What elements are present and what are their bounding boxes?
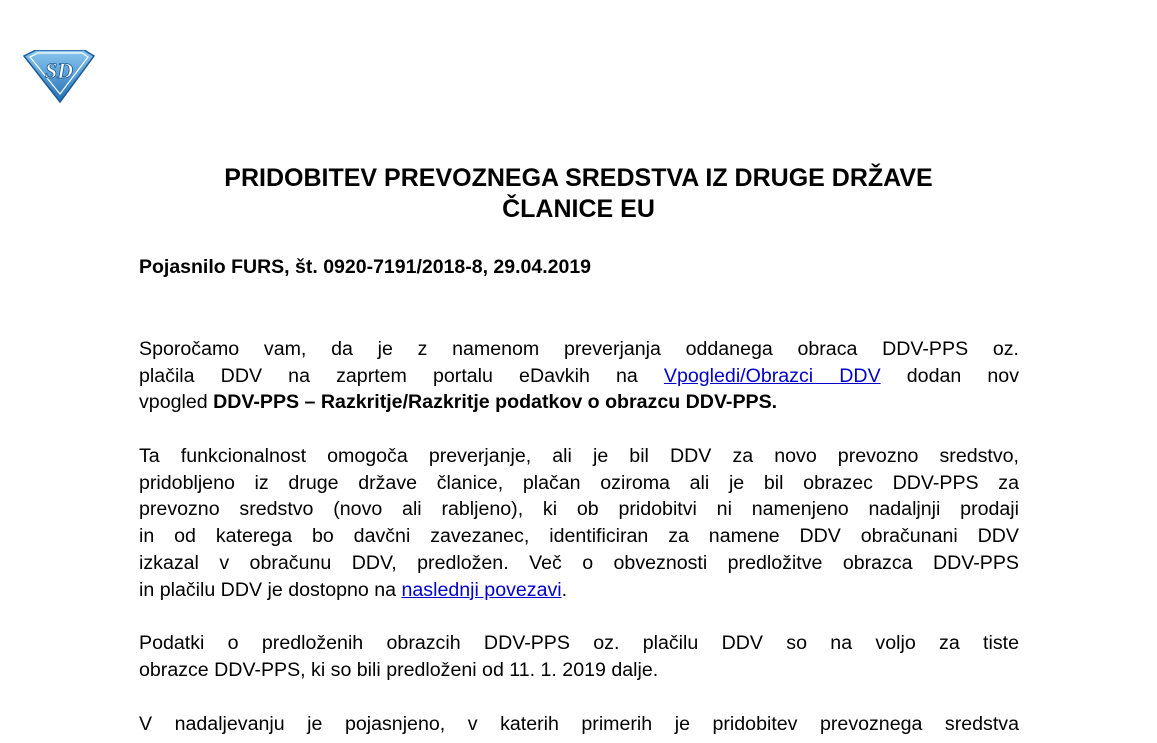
- naslednji-povezavi-link[interactable]: naslednji povezavi: [401, 578, 562, 601]
- text-segment: .: [561, 578, 568, 601]
- company-logo: [22, 50, 96, 104]
- paragraph-3: [139, 630, 1019, 683]
- paragraph-2-line-6: [139, 577, 1019, 604]
- vpogledi-obrazci-ddv-link[interactable]: Vpogledi/Obrazci DDV: [663, 364, 881, 387]
- paragraph-2-line-1: Ta funkcionalnost omogoča preverjanje, ali je bil DDV za novo prevozno sredstvo,: [139, 445, 1019, 467]
- paragraph-2-line-4: in od katerega bo davčni zavezanec, identificiran za namene DDV obračunani DDV: [139, 525, 1019, 548]
- text-segment: dodan nov: [906, 364, 1019, 387]
- paragraph-1-line-1: Sporočamo vam, da je z namenom preverjanja oddanega obraca DDV-PPS oz.: [139, 338, 1019, 360]
- paragraph-3-line-2: obrazce DDV-PPS, ki so bili predloženi od 11. 1. 2019 dalje.: [139, 658, 659, 681]
- logo-shield-icon: [22, 50, 96, 104]
- paragraph-1: [139, 336, 1019, 416]
- paragraph-4: [139, 711, 1019, 738]
- paragraph-2-line-3: prevozno sredstvo (novo ali rabljeno), ki ob pridobitvi ni namenjeno nadaljnji prodaji: [139, 498, 1019, 521]
- paragraph-2: [139, 443, 1019, 603]
- paragraph-1-line-2: [139, 363, 1019, 390]
- text-segment: in plačilu DDV je dostopno na: [139, 578, 397, 601]
- paragraph-1-line-3: [139, 389, 1019, 416]
- svg-text:SD: SD: [44, 58, 74, 83]
- title-line-1: PRIDOBITEV PREVOZNEGA SREDSTVA IZ DRUGE DRŽAVE: [224, 164, 933, 192]
- paragraph-2-line-2: pridobljeno iz druge države članice, plačan oziroma ali je bil obrazec DDV-PPS za: [139, 471, 1019, 494]
- document-title: [0, 163, 1157, 225]
- text-segment: vpogled: [139, 391, 208, 414]
- title-line-2: ČLANICE EU: [502, 195, 655, 223]
- paragraph-2-line-5: izkazal v obračunu DDV, predložen. Več o obveznosti predložitve obrazca DDV-PPS: [139, 551, 1019, 574]
- paragraph-4-line-1: V nadaljevanju je pojasnjeno, v katerih primerih je pridobitev prevoznega sredstva: [139, 713, 1019, 735]
- document-reference: Pojasnilo FURS, št. 0920-7191/2018-8, 29.04.2019: [139, 256, 592, 278]
- bold-text: DDV-PPS – Razkritje/Razkritje podatkov o obrazcu DDV-PPS.: [213, 391, 778, 414]
- text-segment: plačila DDV na zaprtem portalu eDavkih na: [139, 364, 638, 387]
- paragraph-3-line-1: Podatki o predloženih obrazcih DDV-PPS oz. plačilu DDV so na voljo za tiste: [139, 632, 1019, 654]
